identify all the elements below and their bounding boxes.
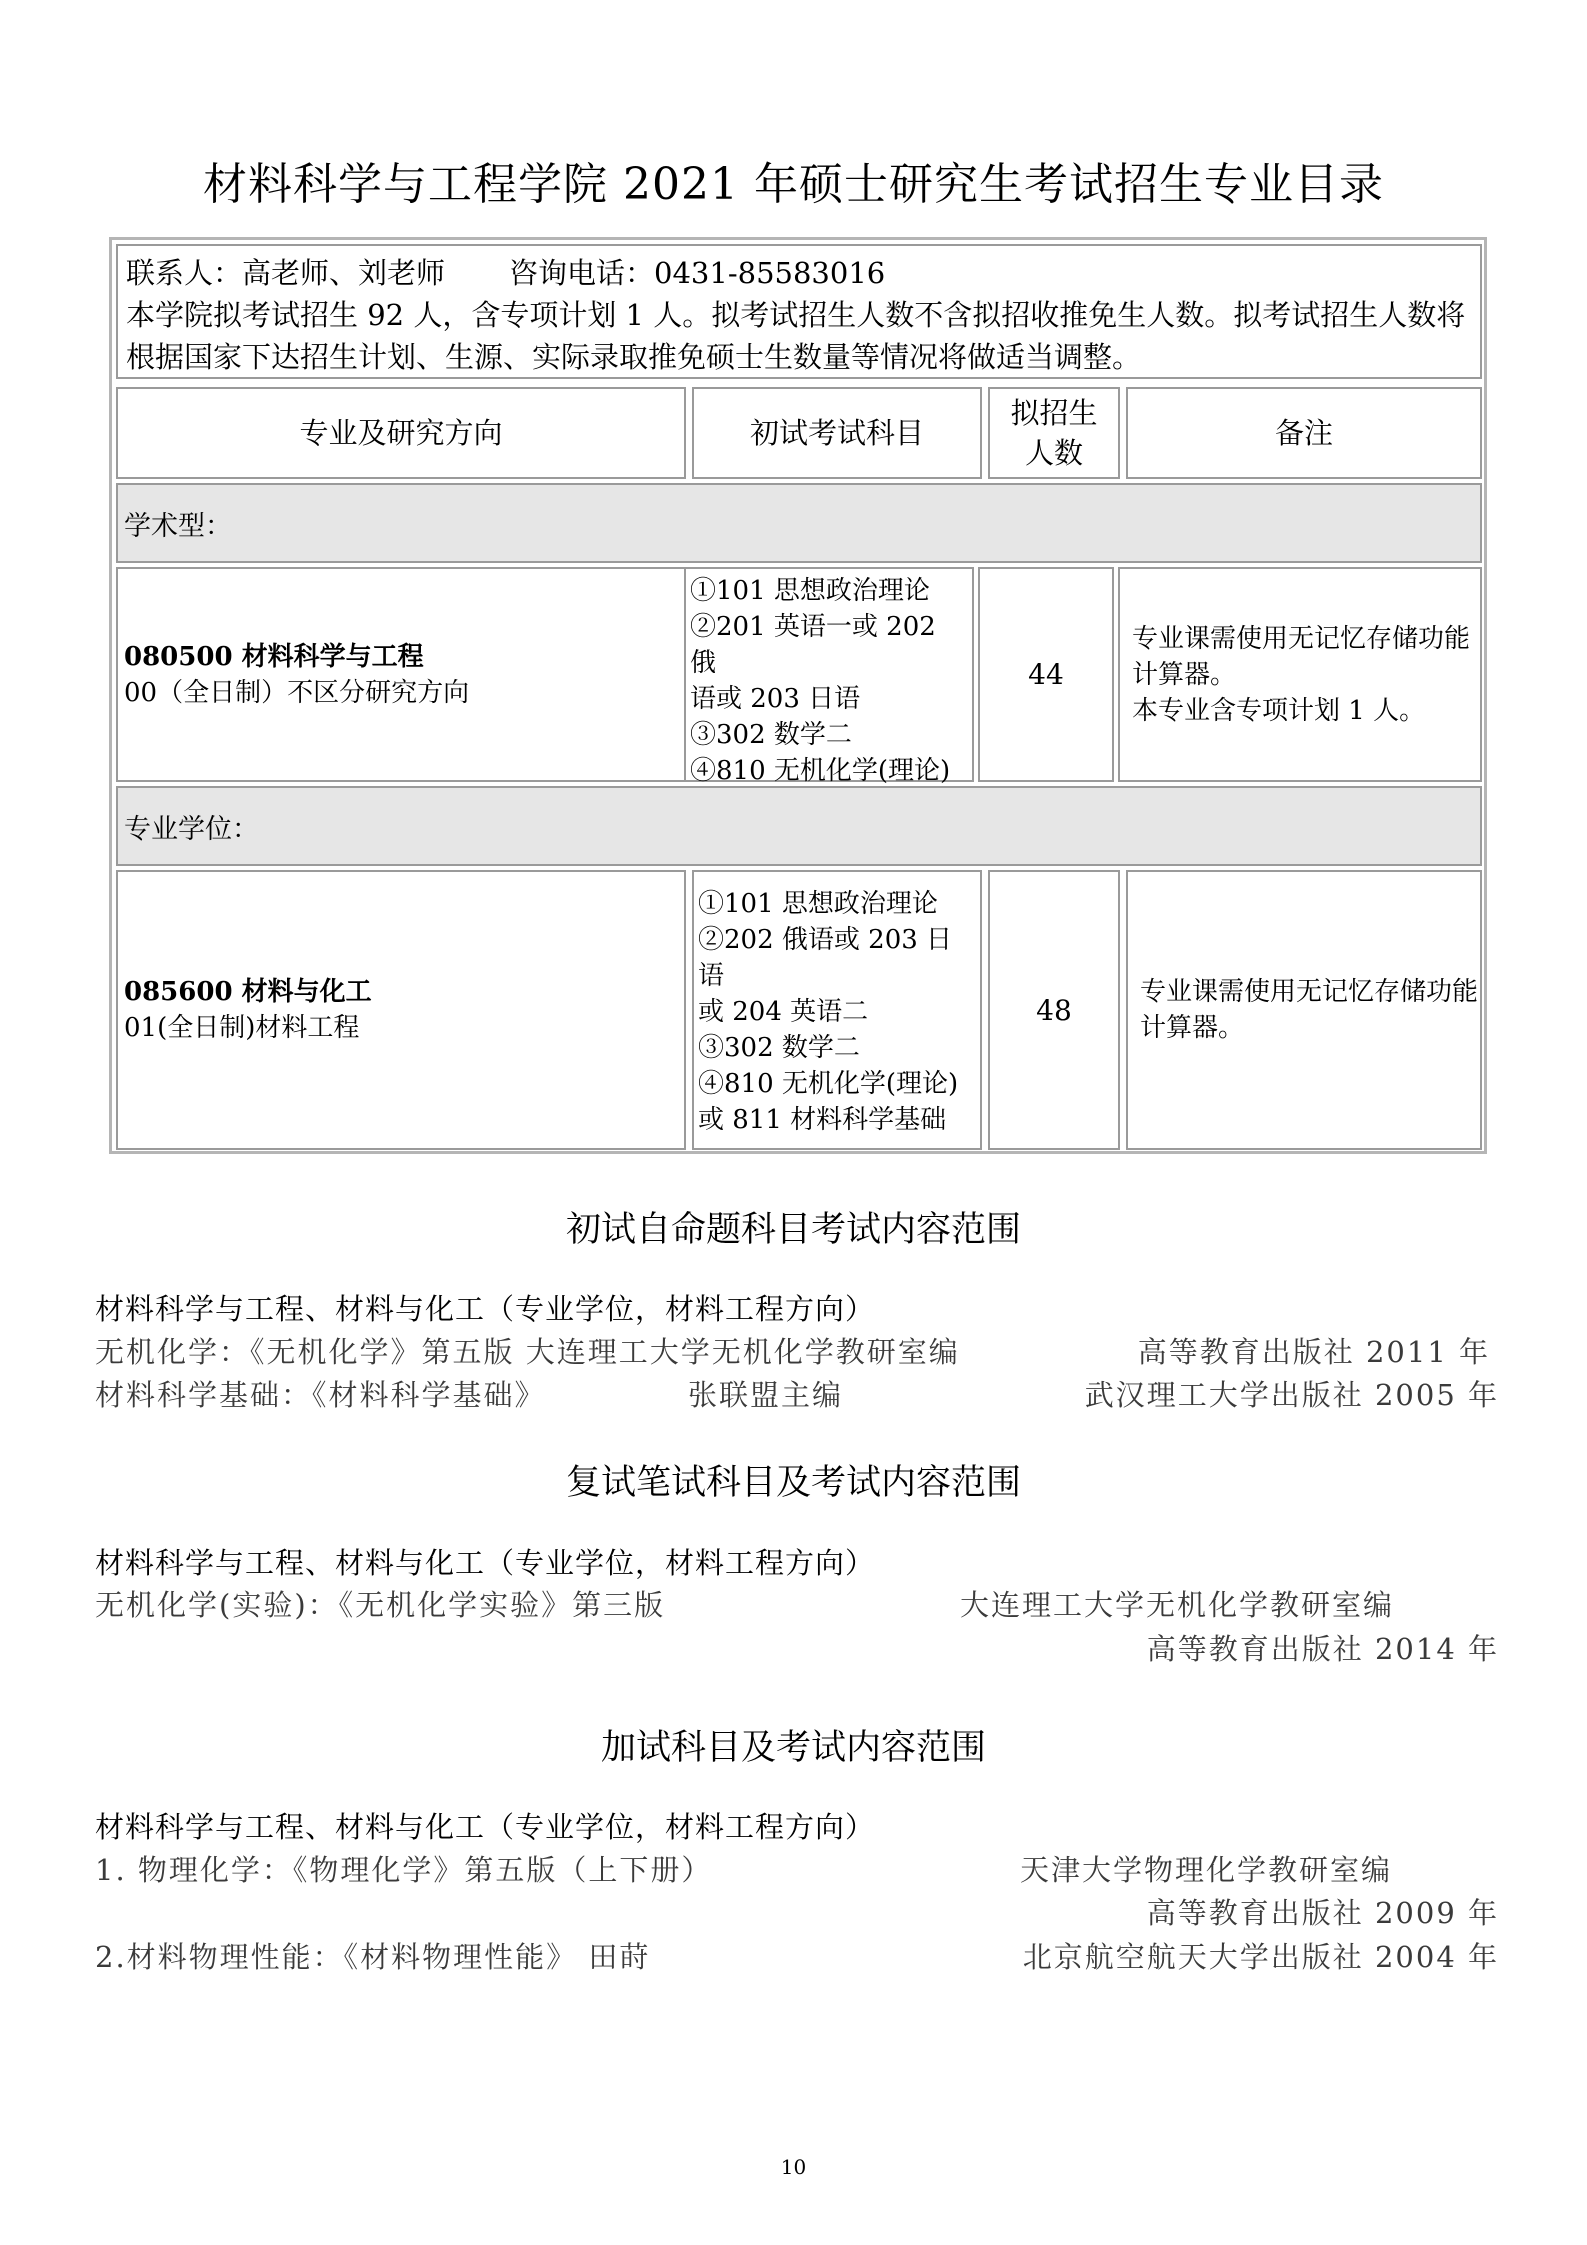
header-exam: 初试考试科目 (692, 387, 982, 479)
major-code: 080500 材料科学与工程 (124, 641, 424, 672)
major-direction: 01(全日制)材料工程 (124, 1013, 360, 1043)
retest-subject-group: 材料科学与工程、材料与化工（专业学位，材料工程方向） (95, 1546, 876, 1580)
contact-info (116, 244, 1482, 379)
extra-ref-1: 1. 物理化学：《物理化学》第五版（上下册） (95, 1853, 713, 1887)
extra-ref-1-publisher: 高等教育出版社 2009 年 (1146, 1896, 1499, 1930)
retest-section-title: 复试笔试科目及考试内容范围 (565, 1463, 1021, 1503)
admission-table (109, 237, 1487, 1154)
major-code: 085600 材料与化工 (124, 977, 372, 1007)
header-note: 备注 (1126, 387, 1482, 479)
exam-line: ④810 无机化学(理论) (690, 756, 951, 786)
section-professional: 专业学位： (116, 786, 1482, 866)
exam-line: ①101 思想政治理论 (690, 576, 930, 606)
header-major: 专业及研究方向 (116, 387, 686, 479)
note-line: 专业课需使用无记忆存储功能 (1132, 623, 1471, 654)
note-cell (1126, 870, 1482, 1150)
note-cell (1118, 567, 1482, 782)
prelim-ref-2-publisher: 武汉理工大学出版社 2005 年 (1084, 1378, 1499, 1412)
exam-line: 语或 203 日语 (690, 684, 861, 714)
exam-cell (692, 870, 982, 1150)
exam-cell (684, 567, 974, 786)
exam-line: ②201 英语一或 202 俄 (690, 612, 936, 678)
header-count (988, 387, 1120, 479)
prelim-section-title: 初试自命题科目考试内容范围 (565, 1210, 1021, 1250)
extra-section-title: 加试科目及考试内容范围 (600, 1728, 986, 1768)
exam-line: ④810 无机化学(理论) (698, 1069, 959, 1099)
contact-phone: 咨询电话：0431-85583016 (509, 256, 886, 290)
prelim-ref-2: 材料科学基础：《材料科学基础》 (95, 1378, 546, 1412)
count-cell: 44 (978, 567, 1114, 782)
extra-subject-group: 材料科学与工程、材料与化工（专业学位，材料工程方向） (95, 1810, 876, 1844)
header-count-line1: 拟招生 (1010, 396, 1098, 430)
exam-line: ③302 数学二 (698, 1033, 860, 1063)
major-cell (116, 870, 686, 1150)
prelim-subject-group: 材料科学与工程、材料与化工（专业学位，材料工程方向） (95, 1292, 876, 1326)
exam-line: 或 204 英语二 (698, 997, 869, 1027)
note-line: 计算器。 (1132, 659, 1237, 690)
retest-ref-1-editor: 大连理工大学无机化学教研室编 (960, 1588, 1395, 1622)
note-line: 专业课需使用无记忆存储功能 (1140, 977, 1479, 1007)
extra-ref-2: 2.材料物理性能：《材料物理性能》 田莳 (95, 1940, 651, 1974)
count-cell: 48 (988, 870, 1120, 1150)
major-cell (116, 567, 686, 782)
admission-notice: 本学院拟考试招生 92 人，含专项计划 1 人。拟考试招生人数不含拟招收推免生人数。拟考试招生人数将根据国家下达招生计划、生源、实际录取推免硕士生数量等情况将做适当调整。 (126, 298, 1466, 374)
prelim-ref-1: 无机化学：《无机化学》第五版 大连理工大学无机化学教研室编 (95, 1335, 960, 1369)
exam-line: 或 811 材料科学基础 (698, 1105, 947, 1135)
prelim-ref-1-publisher: 高等教育出版社 2011 年 (1137, 1335, 1490, 1369)
exam-line: ③302 数学二 (690, 720, 852, 750)
note-line: 本专业含专项计划 1 人。 (1132, 695, 1426, 726)
header-count-line2: 人数 (1024, 436, 1083, 470)
retest-ref-1: 无机化学(实验)：《无机化学实验》第三版 (95, 1588, 666, 1622)
section-academic: 学术型： (116, 483, 1482, 563)
exam-line: ②202 俄语或 203 日语 (698, 925, 953, 991)
page-number: 10 (780, 2155, 807, 2179)
major-direction: 00（全日制）不区分研究方向 (124, 677, 470, 708)
extra-ref-1-editor: 天津大学物理化学教研室编 (1020, 1853, 1393, 1887)
page-title: 材料科学与工程学院 2021 年硕士研究生考试招生专业目录 (203, 159, 1384, 210)
extra-ref-2-publisher: 北京航空航天大学出版社 2004 年 (1022, 1940, 1499, 1974)
note-line: 计算器。 (1140, 1013, 1245, 1043)
prelim-ref-2-editor: 张联盟主编 (688, 1378, 844, 1412)
retest-ref-1-publisher: 高等教育出版社 2014 年 (1146, 1632, 1499, 1666)
exam-line: ①101 思想政治理论 (698, 889, 938, 919)
contact-people: 联系人：高老师、刘老师 (126, 256, 446, 290)
